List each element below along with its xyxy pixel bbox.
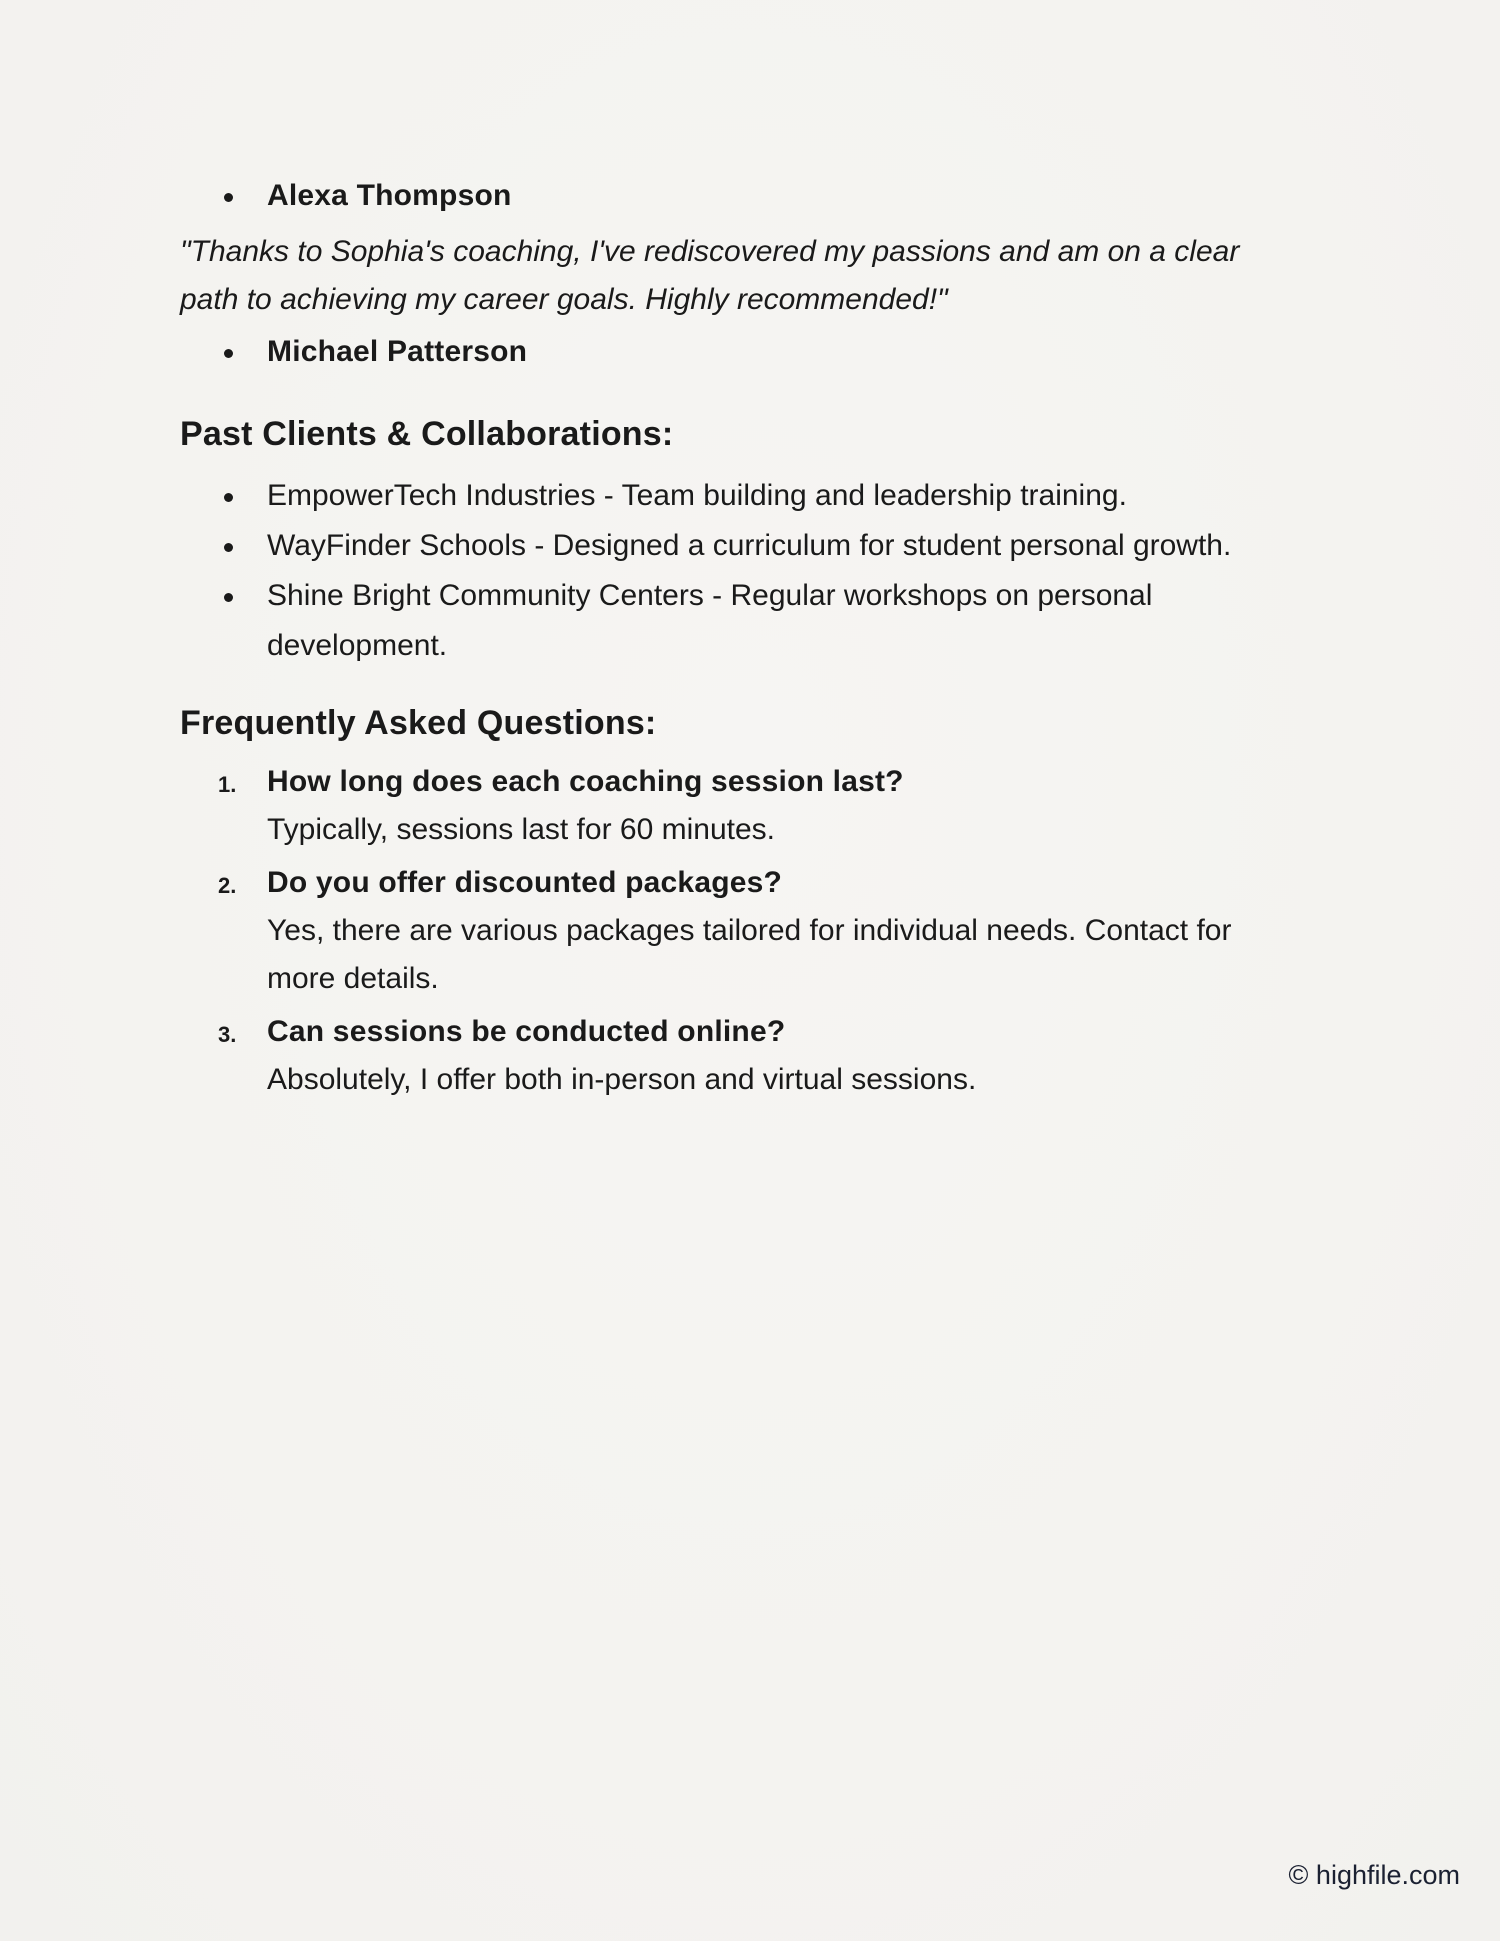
list-item-text: WayFinder Schools - Designed a curriculum for student personal growth. bbox=[267, 529, 1232, 562]
faq-number: 3. bbox=[218, 1022, 237, 1047]
bullet-icon bbox=[224, 193, 233, 202]
list-item bbox=[180, 172, 1277, 220]
faq-answer: Yes, there are various packages tailored for individual needs. Contact for more details. bbox=[267, 914, 1232, 995]
past-clients-list bbox=[180, 471, 1440, 671]
reviewer-name: Michael Patterson bbox=[267, 335, 528, 368]
faq-question: Do you offer discounted packages? bbox=[267, 866, 783, 899]
section-heading-past-clients: Past Clients & Collaborations: bbox=[180, 415, 674, 453]
reviewer-name: Alexa Thompson bbox=[267, 179, 512, 212]
list-item bbox=[180, 571, 1277, 671]
bullet-icon bbox=[224, 493, 233, 502]
list-item bbox=[180, 521, 1277, 571]
faq-question: How long does each coaching session last? bbox=[267, 765, 904, 798]
faq-answer: Absolutely, I offer both in-person and virtual sessions. bbox=[267, 1063, 977, 1096]
list-item-text: Shine Bright Community Centers - Regular workshops on personal development. bbox=[267, 579, 1153, 662]
bullet-icon bbox=[224, 349, 233, 358]
list-item bbox=[180, 328, 1277, 376]
testimonial-list bbox=[180, 172, 1440, 220]
testimonial-list bbox=[180, 328, 1440, 376]
footer-copyright: © highfile.com bbox=[1288, 1860, 1460, 1890]
faq-list bbox=[180, 758, 1440, 1104]
faq-item bbox=[180, 758, 1277, 854]
list-item bbox=[180, 471, 1277, 521]
faq-answer: Typically, sessions last for 60 minutes. bbox=[267, 813, 775, 846]
faq-question: Can sessions be conducted online? bbox=[267, 1015, 786, 1048]
testimonial-quote: "Thanks to Sophia's coaching, I've rediscovered my passions and am on a clear path to achieving my career goals. Highly recommended!" bbox=[180, 235, 1240, 316]
faq-number: 1. bbox=[218, 772, 237, 797]
bullet-icon bbox=[224, 543, 233, 552]
list-item-text: EmpowerTech Industries - Team building and leadership training. bbox=[267, 479, 1127, 512]
faq-number: 2. bbox=[218, 873, 237, 898]
faq-item bbox=[180, 1008, 1277, 1104]
bullet-icon bbox=[224, 593, 233, 602]
section-heading-faq: Frequently Asked Questions: bbox=[180, 704, 657, 742]
faq-item bbox=[180, 859, 1277, 1003]
